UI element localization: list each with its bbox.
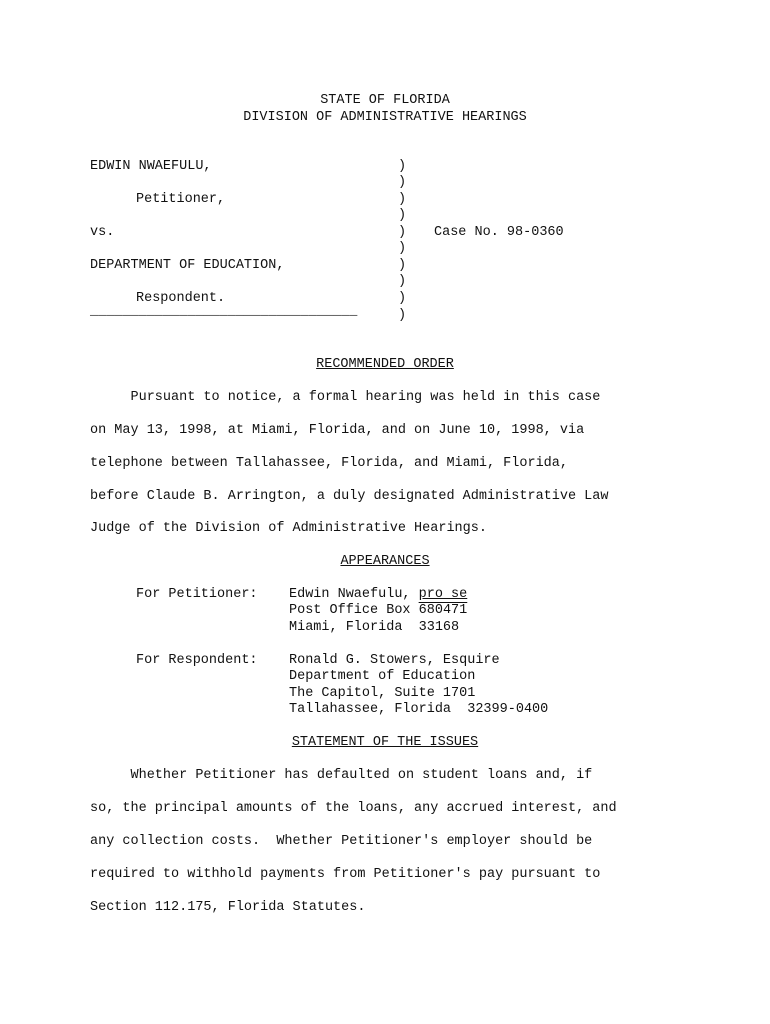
petitioner-label: For Petitioner: bbox=[136, 587, 258, 602]
intro-line: Judge of the Division of Administrative Hearings. bbox=[90, 521, 487, 536]
issues-line: required to withhold payments from Petitioner's pay pursuant to bbox=[90, 867, 601, 882]
caption-paren: ) bbox=[398, 274, 407, 289]
caption-paren: ) bbox=[398, 291, 407, 306]
intro-line: on May 13, 1998, at Miami, Florida, and on June 10, 1998, via bbox=[90, 423, 585, 438]
issues-heading: STATEMENT OF THE ISSUES bbox=[291, 735, 479, 750]
appearances-heading: APPEARANCES bbox=[340, 554, 430, 569]
order-title: RECOMMENDED ORDER bbox=[316, 357, 454, 372]
petitioner-city: Miami, Florida 33168 bbox=[289, 620, 460, 635]
caption-underline: _________________________________ bbox=[90, 304, 358, 319]
caption-paren: ) bbox=[398, 308, 407, 323]
caption-vs: vs. bbox=[90, 225, 115, 240]
caption-paren: ) bbox=[398, 208, 407, 223]
petitioner-name: Edwin Nwaefulu, bbox=[289, 587, 411, 602]
caption-respondent-name: DEPARTMENT OF EDUCATION, bbox=[90, 258, 285, 273]
petitioner-box-number: 680471 bbox=[418, 603, 468, 618]
respondent-address-line: Ronald G. Stowers, Esquire bbox=[289, 653, 500, 668]
issues-line: Whether Petitioner has defaulted on student loans and, if bbox=[90, 768, 593, 783]
header-state: STATE OF FLORIDA bbox=[320, 93, 450, 108]
respondent-address-line: Tallahassee, Florida 32399-0400 bbox=[289, 702, 549, 717]
caption-paren: ) bbox=[398, 175, 407, 190]
petitioner-box-label: Post Office Box bbox=[289, 603, 411, 618]
issues-line: Section 112.175, Florida Statutes. bbox=[90, 900, 366, 915]
caption-paren: ) bbox=[398, 258, 407, 273]
caption-paren: ) bbox=[398, 241, 407, 256]
caption-paren: ) bbox=[398, 159, 407, 174]
issues-line: any collection costs. Whether Petitioner's employer should be bbox=[90, 834, 593, 849]
respondent-label: For Respondent: bbox=[136, 653, 258, 668]
caption-paren: ) bbox=[398, 192, 407, 207]
pro-se: pro se bbox=[418, 587, 468, 602]
intro-line: Pursuant to notice, a formal hearing was held in this case bbox=[90, 390, 601, 405]
caption-petitioner-role: Petitioner, bbox=[136, 192, 226, 207]
case-number: Case No. 98-0360 bbox=[434, 225, 564, 240]
issues-line: so, the principal amounts of the loans, any accrued interest, and bbox=[90, 801, 617, 816]
caption-respondent-role: Respondent. bbox=[136, 291, 226, 306]
respondent-address-line: Department of Education bbox=[289, 669, 476, 684]
petitioner-box-line bbox=[289, 603, 467, 618]
intro-line: telephone between Tallahassee, Florida, and Miami, Florida, bbox=[90, 456, 568, 471]
respondent-address-line: The Capitol, Suite 1701 bbox=[289, 686, 476, 701]
petitioner-name-line bbox=[289, 587, 467, 602]
caption-paren: ) bbox=[398, 225, 407, 240]
header-division: DIVISION OF ADMINISTRATIVE HEARINGS bbox=[243, 110, 527, 125]
caption-petitioner-name: EDWIN NWAEFULU, bbox=[90, 159, 212, 174]
intro-line: before Claude B. Arrington, a duly designated Administrative Law bbox=[90, 489, 609, 504]
